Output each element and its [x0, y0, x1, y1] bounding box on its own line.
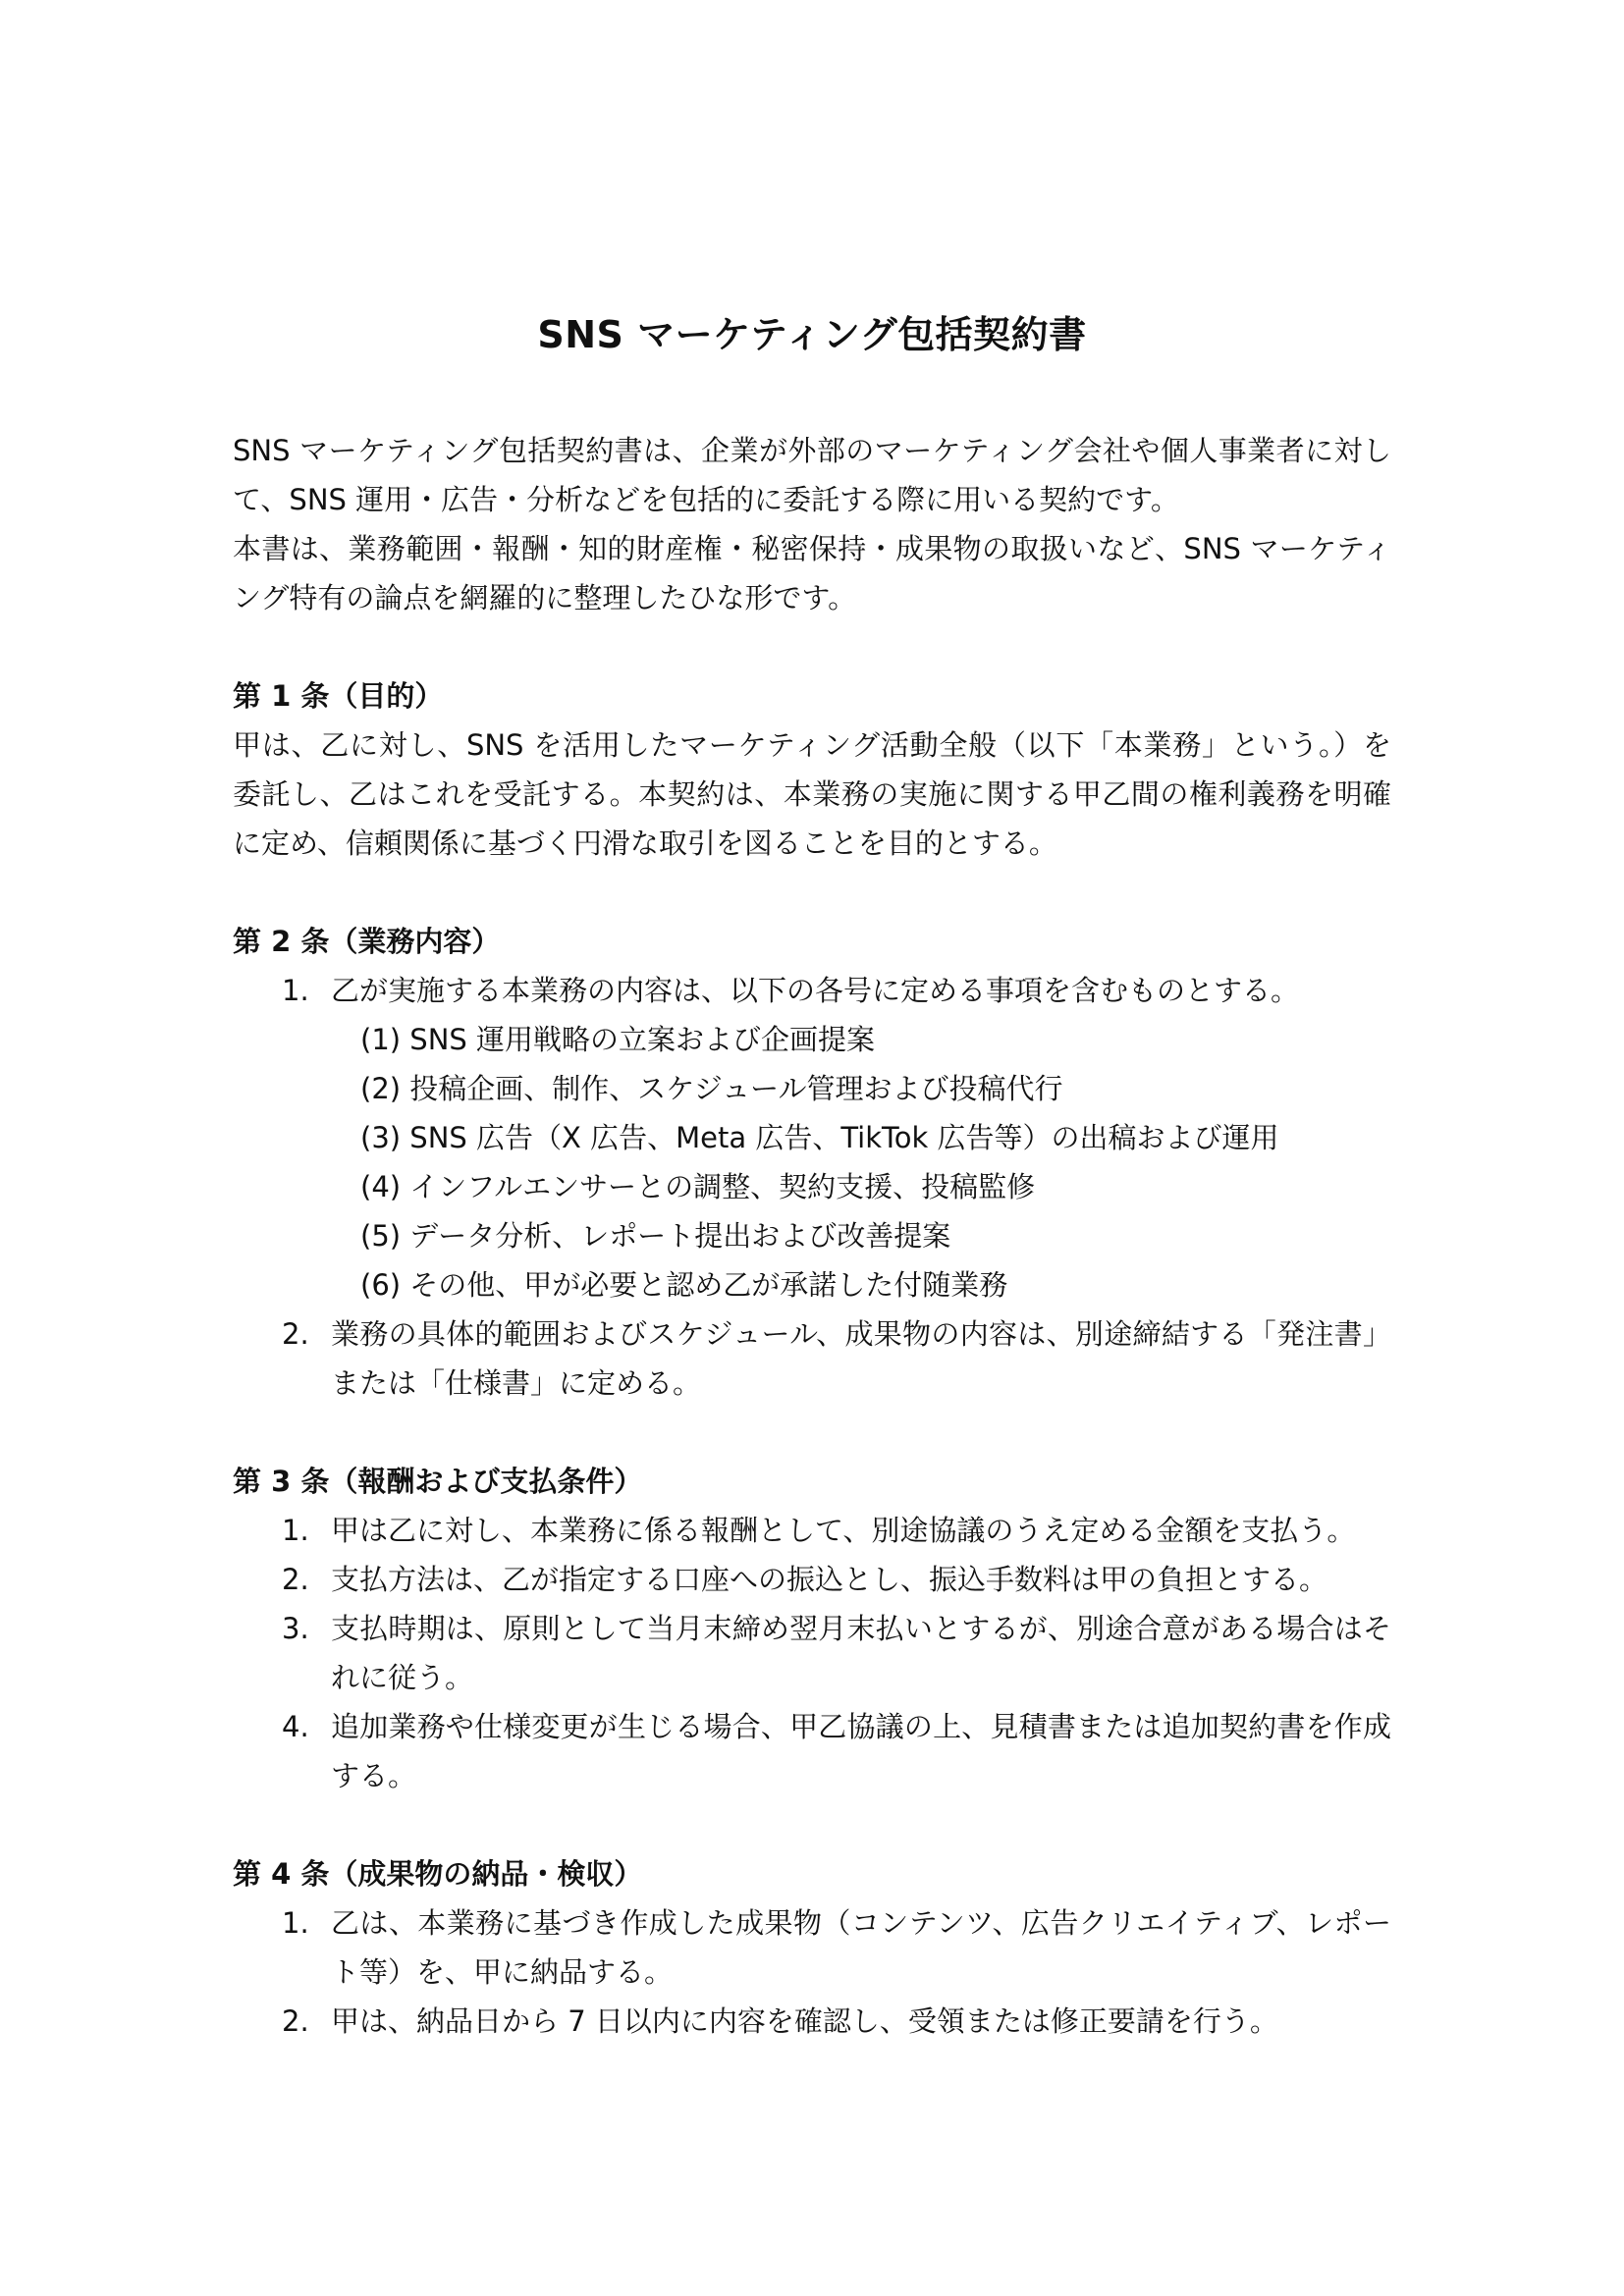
- clause-text: 支払時期は、原則として当月末締め翌月末払いとするが、別途合意がある場合はそれに従う。: [331, 1612, 1391, 1694]
- clause-text: 甲は、納品日から 7 日以内に内容を確認し、受領または修正要請を行う。: [331, 2004, 1278, 2038]
- document-body: [233, 306, 1391, 2095]
- article-heading: 第 2 条（業務内容）: [233, 925, 501, 958]
- intro-paragraph: SNS マーケティング包括契約書は、企業が外部のマーケティング会社や個人事業者に対して、SNS 運用・広告・分析などを包括的に委託する際に用いる契約です。: [233, 434, 1391, 516]
- article-1: [233, 671, 1391, 868]
- clause-number: 4.: [282, 1710, 309, 1743]
- clause-number: 3.: [282, 1612, 309, 1645]
- clause-item: [233, 1309, 1391, 1408]
- clause-text: 追加業務や仕様変更が生じる場合、甲乙協議の上、見積書または追加契約書を作成する。: [331, 1710, 1391, 1792]
- sub-item: (3) SNS 広告（X 広告、Meta 広告、TikTok 広告等）の出稿および運用: [360, 1121, 1279, 1154]
- clause-text: 乙は、本業務に基づき作成した成果物（コンテンツ、広告クリエイティブ、レポート等）を、甲に納品する。: [331, 1906, 1391, 1989]
- sub-item-list: [233, 1015, 1391, 1309]
- article-heading: 第 3 条（報酬および支払条件）: [233, 1465, 643, 1498]
- sub-item: (5) データ分析、レポート提出および改善提案: [360, 1219, 951, 1253]
- clause-number: 2.: [282, 2004, 309, 2038]
- article-heading: 第 4 条（成果物の納品・検収）: [233, 1857, 643, 1891]
- clause-list: [233, 1898, 1391, 2046]
- clause-list: [233, 966, 1391, 1015]
- clause-text: 業務の具体的範囲およびスケジュール、成果物の内容は、別途締結する「発注書」または「仕様書」に定める。: [331, 1317, 1391, 1400]
- article-3: [233, 1457, 1391, 1800]
- article-body: 甲は、乙に対し、SNS を活用したマーケティング活動全般（以下「本業務」という。）を委託し、乙はこれを受託する。本契約は、本業務の実施に関する甲乙間の権利義務を明確に定め、信頼関係に基づく円滑な取引を図ることを目的とする。: [233, 728, 1391, 860]
- clause-item: [233, 1604, 1391, 1702]
- sub-item: (1) SNS 運用戦略の立案および企画提案: [360, 1023, 876, 1056]
- intro-paragraph: 本書は、業務範囲・報酬・知的財産権・秘密保持・成果物の取扱いなど、SNS マーケティング特有の論点を網羅的に整理したひな形です。: [233, 532, 1391, 614]
- clause-number: 1.: [282, 1514, 309, 1547]
- intro-section: [233, 426, 1391, 622]
- clause-item: [233, 966, 1391, 1015]
- article-2: [233, 917, 1391, 1408]
- document-title: SNS マーケティング包括契約書: [537, 313, 1087, 356]
- clause-item: [233, 1702, 1391, 1800]
- sub-item: (2) 投稿企画、制作、スケジュール管理および投稿代行: [360, 1072, 1063, 1105]
- clause-item: [233, 1555, 1391, 1604]
- clause-text: 乙が実施する本業務の内容は、以下の各号に定める事項を含むものとする。: [331, 974, 1300, 1007]
- clause-item: [233, 1898, 1391, 1997]
- clause-text: 支払方法は、乙が指定する口座への振込とし、振込手数料は甲の負担とする。: [331, 1563, 1328, 1596]
- clause-list: [233, 1309, 1391, 1408]
- article-heading: 第 1 条（目的）: [233, 679, 444, 713]
- clause-text: 甲は乙に対し、本業務に係る報酬として、別途協議のうえ定める金額を支払う。: [331, 1514, 1356, 1547]
- article-4: [233, 1849, 1391, 2046]
- clause-number: 2.: [282, 1563, 309, 1596]
- clause-number: 1.: [282, 974, 309, 1007]
- sub-item: (6) その他、甲が必要と認め乙が承諾した付随業務: [360, 1268, 1008, 1302]
- sub-item: (4) インフルエンサーとの調整、契約支援、投稿監修: [360, 1170, 1036, 1203]
- clause-item: [233, 1506, 1391, 1555]
- clause-number: 2.: [282, 1317, 309, 1351]
- clause-number: 1.: [282, 1906, 309, 1940]
- clause-list: [233, 1506, 1391, 1800]
- clause-item: [233, 1997, 1391, 2046]
